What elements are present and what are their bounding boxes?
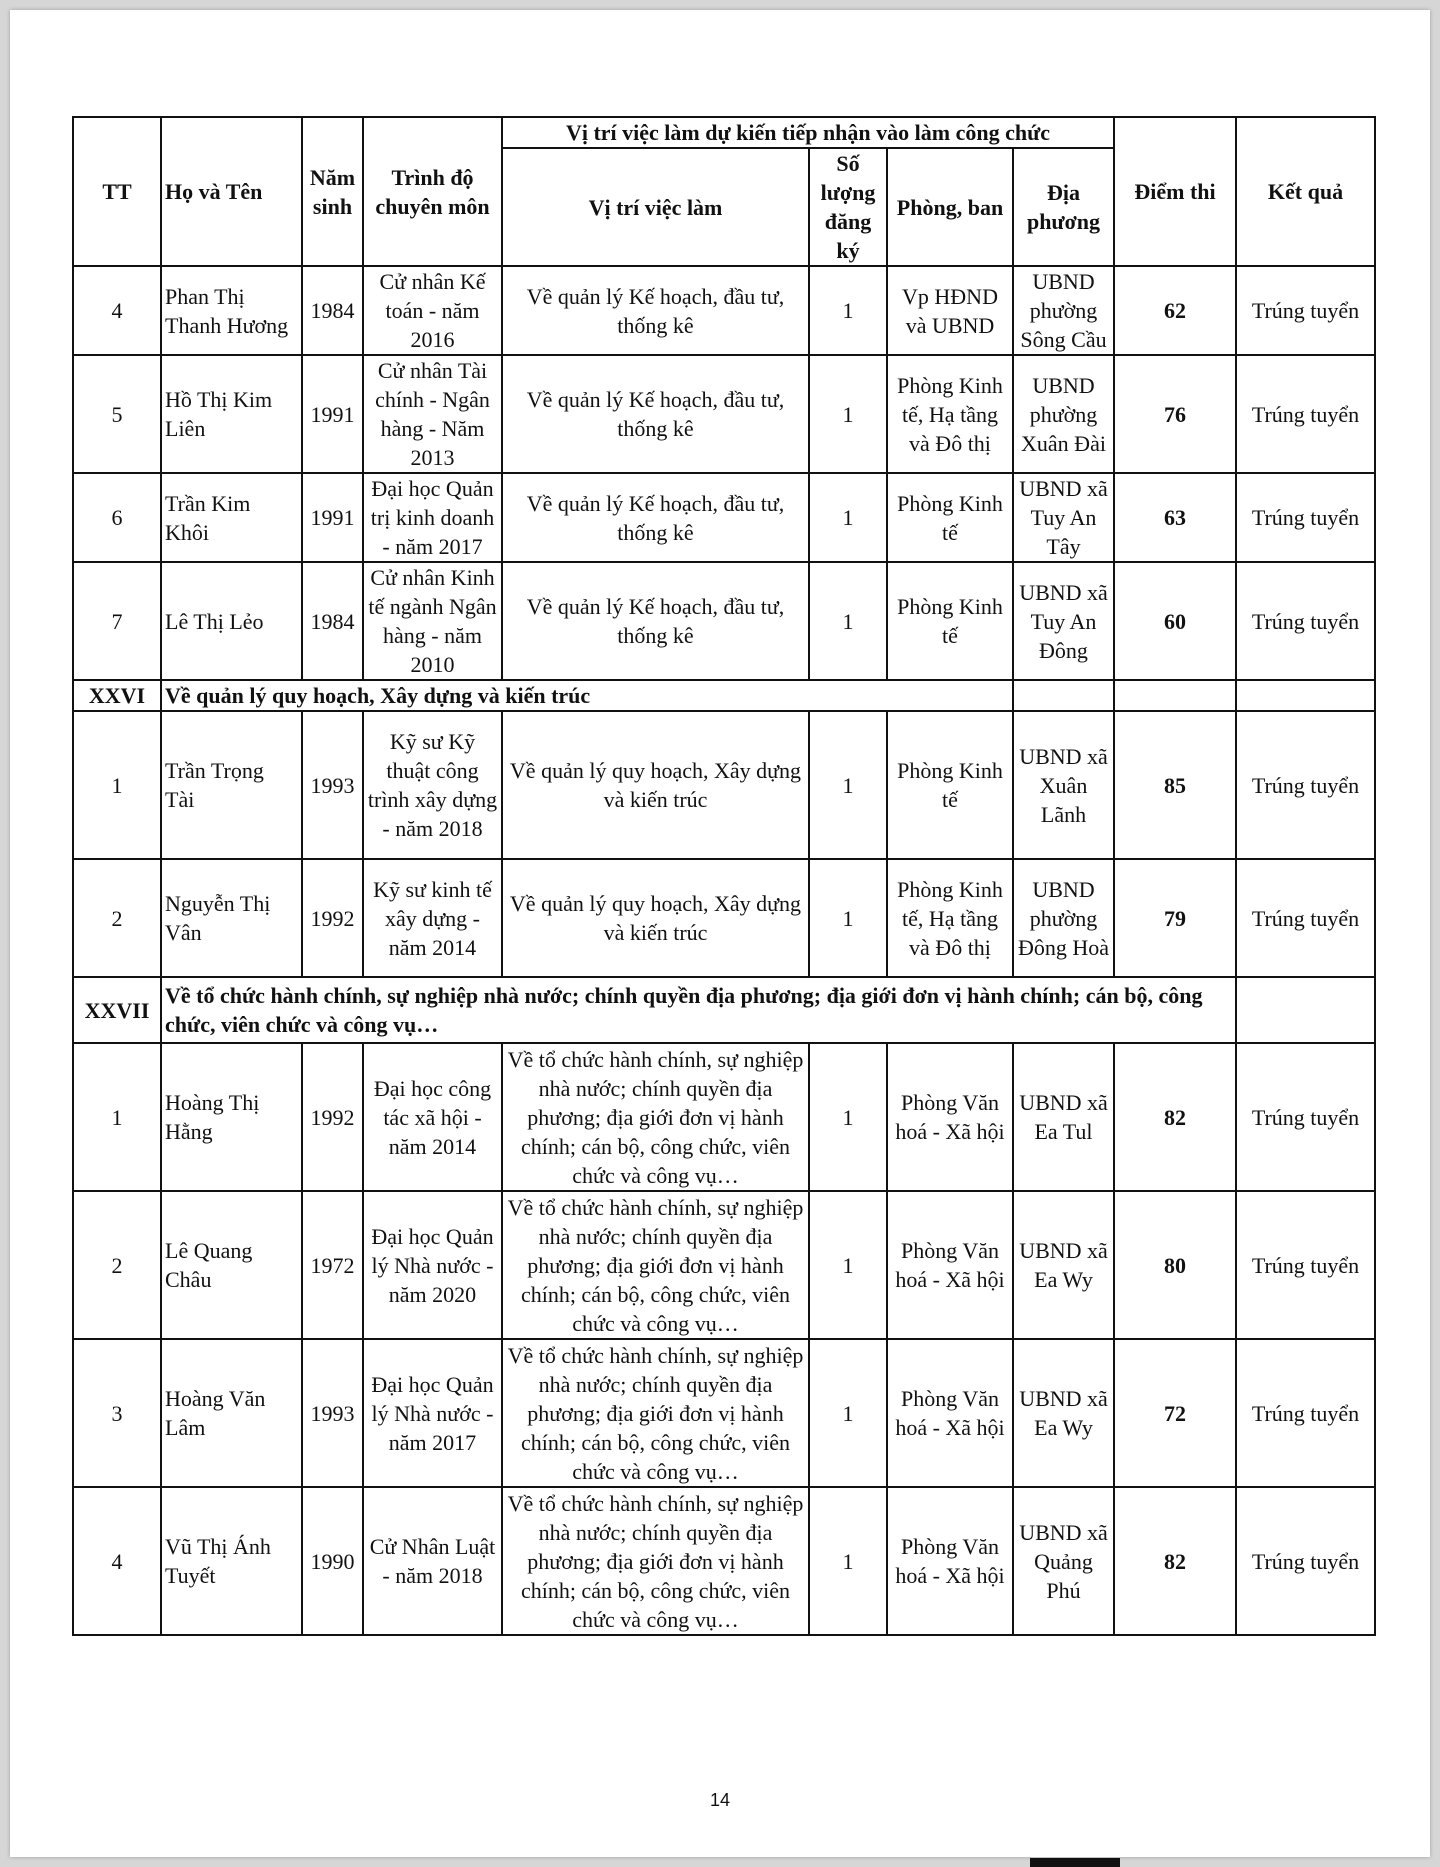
cell-position: Về quản lý Kế hoạch, đầu tư, thống kê (502, 355, 809, 473)
section-row (73, 680, 1375, 711)
cell-locality: UBND xã Xuân Lãnh (1013, 711, 1114, 859)
cell-department: Phòng Kinh tế (887, 473, 1013, 562)
header-name: Họ và Tên (161, 117, 302, 266)
cell-department: Phòng Văn hoá - Xã hội (887, 1043, 1013, 1191)
cell-quantity: 1 (809, 266, 887, 355)
table-row (73, 355, 1375, 473)
cell-qualification: Cử nhân Kinh tế ngành Ngân hàng - năm 2010 (363, 562, 502, 680)
cell-result: Trúng tuyển (1236, 1339, 1375, 1487)
cell-qualification: Kỹ sư Kỹ thuật công trình xây dựng - năm 2018 (363, 711, 502, 859)
cell-department: Phòng Văn hoá - Xã hội (887, 1339, 1013, 1487)
header-department: Phòng, ban (887, 148, 1013, 266)
section-empty-cell (1236, 680, 1375, 711)
cell-year: 1992 (302, 859, 363, 977)
cell-result: Trúng tuyển (1236, 473, 1375, 562)
cell-name: Vũ Thị Ánh Tuyết (161, 1487, 302, 1635)
cell-locality: UBND phường Xuân Đài (1013, 355, 1114, 473)
table-row (73, 1339, 1375, 1487)
cell-quantity: 1 (809, 355, 887, 473)
cell-tt: 4 (73, 1487, 161, 1635)
table-header (73, 117, 1375, 266)
cell-locality: UBND phường Sông Cầu (1013, 266, 1114, 355)
cell-score: 60 (1114, 562, 1236, 680)
page-number: 14 (709, 1790, 731, 1810)
cell-year: 1991 (302, 355, 363, 473)
cell-qualification: Đại học Quản trị kinh doanh - năm 2017 (363, 473, 502, 562)
section-code: XXVII (73, 977, 161, 1043)
cell-quantity: 1 (809, 859, 887, 977)
cell-department: Phòng Văn hoá - Xã hội (887, 1487, 1013, 1635)
cell-position: Về tổ chức hành chính, sự nghiệp nhà nước; chính quyền địa phương; địa giới đơn vị hành chính; cán bộ, công chức, viên chức và công vụ… (502, 1043, 809, 1191)
header-position: Vị trí việc làm (502, 148, 809, 266)
cell-quantity: 1 (809, 473, 887, 562)
cell-year: 1993 (302, 711, 363, 859)
cell-locality: UBND xã Quảng Phú (1013, 1487, 1114, 1635)
cell-department: Vp HĐND và UBND (887, 266, 1013, 355)
cell-position: Về tổ chức hành chính, sự nghiệp nhà nước; chính quyền địa phương; địa giới đơn vị hành chính; cán bộ, công chức, viên chức và công vụ… (502, 1191, 809, 1339)
cell-locality: UBND xã Tuy An Tây (1013, 473, 1114, 562)
cell-locality: UBND xã Ea Wy (1013, 1339, 1114, 1487)
cell-department: Phòng Kinh tế, Hạ tầng và Đô thị (887, 355, 1013, 473)
cell-name: Lê Thị Lẻo (161, 562, 302, 680)
cell-qualification: Cử nhân Tài chính - Ngân hàng - Năm 2013 (363, 355, 502, 473)
cell-locality: UBND xã Ea Wy (1013, 1191, 1114, 1339)
results-table (72, 116, 1376, 1636)
cell-name: Lê Quang Châu (161, 1191, 302, 1339)
cell-locality: UBND phường Đông Hoà (1013, 859, 1114, 977)
cell-name: Trần Trọng Tài (161, 711, 302, 859)
cell-quantity: 1 (809, 1487, 887, 1635)
cell-locality: UBND xã Tuy An Đông (1013, 562, 1114, 680)
table-row (73, 711, 1375, 859)
cell-qualification: Cử nhân Kế toán - năm 2016 (363, 266, 502, 355)
cell-department: Phòng Kinh tế, Hạ tầng và Đô thị (887, 859, 1013, 977)
cell-score: 82 (1114, 1043, 1236, 1191)
cell-result: Trúng tuyển (1236, 1191, 1375, 1339)
cell-quantity: 1 (809, 1191, 887, 1339)
cell-tt: 5 (73, 355, 161, 473)
cell-result: Trúng tuyển (1236, 711, 1375, 859)
table-row (73, 1043, 1375, 1191)
cell-result: Trúng tuyển (1236, 355, 1375, 473)
cell-position: Về tổ chức hành chính, sự nghiệp nhà nước; chính quyền địa phương; địa giới đơn vị hành chính; cán bộ, công chức, viên chức và công vụ… (502, 1487, 809, 1635)
cell-qualification: Đại học công tác xã hội - năm 2014 (363, 1043, 502, 1191)
cell-department: Phòng Kinh tế (887, 711, 1013, 859)
cell-qualification: Cử Nhân Luật - năm 2018 (363, 1487, 502, 1635)
section-title: Về tổ chức hành chính, sự nghiệp nhà nước; chính quyền địa phương; địa giới đơn vị hành chính; cán bộ, công chức, viên chức và công vụ… (161, 977, 1236, 1043)
cell-quantity: 1 (809, 1043, 887, 1191)
section-row (73, 977, 1375, 1043)
table-row (73, 562, 1375, 680)
cell-tt: 6 (73, 473, 161, 562)
cell-score: 79 (1114, 859, 1236, 977)
cell-name: Hoàng Thị Hằng (161, 1043, 302, 1191)
cell-position: Về quản lý Kế hoạch, đầu tư, thống kê (502, 562, 809, 680)
cell-year: 1984 (302, 266, 363, 355)
cell-tt: 7 (73, 562, 161, 680)
cell-quantity: 1 (809, 711, 887, 859)
cell-score: 62 (1114, 266, 1236, 355)
cell-qualification: Đại học Quản lý Nhà nước - năm 2017 (363, 1339, 502, 1487)
cell-tt: 1 (73, 1043, 161, 1191)
cell-name: Hồ Thị Kim Liên (161, 355, 302, 473)
cell-position: Về quản lý quy hoạch, Xây dựng và kiến trúc (502, 859, 809, 977)
cell-score: 85 (1114, 711, 1236, 859)
cell-tt: 2 (73, 1191, 161, 1339)
cell-score: 72 (1114, 1339, 1236, 1487)
cell-score: 63 (1114, 473, 1236, 562)
cell-year: 1992 (302, 1043, 363, 1191)
cell-name: Hoàng Văn Lâm (161, 1339, 302, 1487)
cell-tt: 3 (73, 1339, 161, 1487)
cell-quantity: 1 (809, 562, 887, 680)
section-empty-cell (1013, 680, 1114, 711)
cell-position: Về tổ chức hành chính, sự nghiệp nhà nước; chính quyền địa phương; địa giới đơn vị hành chính; cán bộ, công chức, viên chức và công vụ… (502, 1339, 809, 1487)
cell-year: 1972 (302, 1191, 363, 1339)
header-result: Kết quả (1236, 117, 1375, 266)
header-position-group: Vị trí việc làm dự kiến tiếp nhận vào làm công chức (502, 117, 1114, 148)
cell-year: 1984 (302, 562, 363, 680)
cell-result: Trúng tuyển (1236, 1487, 1375, 1635)
header-tt: TT (73, 117, 161, 266)
section-empty-cell (1114, 680, 1236, 711)
table-row (73, 266, 1375, 355)
table-row (73, 859, 1375, 977)
header-birth-year: Năm sinh (302, 117, 363, 266)
section-empty-cell (1236, 977, 1375, 1043)
table-row (73, 473, 1375, 562)
table-row (73, 1191, 1375, 1339)
section-code: XXVI (73, 680, 161, 711)
cell-name: Nguyễn Thị Vân (161, 859, 302, 977)
cell-qualification: Đại học Quản lý Nhà nước - năm 2020 (363, 1191, 502, 1339)
header-score: Điểm thi (1114, 117, 1236, 266)
cell-department: Phòng Văn hoá - Xã hội (887, 1191, 1013, 1339)
cell-year: 1991 (302, 473, 363, 562)
cell-tt: 2 (73, 859, 161, 977)
cell-tt: 1 (73, 711, 161, 859)
cell-department: Phòng Kinh tế (887, 562, 1013, 680)
cell-year: 1990 (302, 1487, 363, 1635)
cell-locality: UBND xã Ea Tul (1013, 1043, 1114, 1191)
header-qualification: Trình độ chuyên môn (363, 117, 502, 266)
bottom-edge-tab (1030, 1858, 1120, 1867)
cell-score: 82 (1114, 1487, 1236, 1635)
cell-name: Trần Kim Khôi (161, 473, 302, 562)
cell-tt: 4 (73, 266, 161, 355)
cell-result: Trúng tuyển (1236, 859, 1375, 977)
cell-score: 76 (1114, 355, 1236, 473)
cell-position: Về quản lý Kế hoạch, đầu tư, thống kê (502, 266, 809, 355)
header-locality: Địa phương (1013, 148, 1114, 266)
cell-result: Trúng tuyển (1236, 562, 1375, 680)
cell-result: Trúng tuyển (1236, 266, 1375, 355)
table-row (73, 1487, 1375, 1635)
cell-position: Về quản lý Kế hoạch, đầu tư, thống kê (502, 473, 809, 562)
cell-qualification: Kỹ sư kinh tế xây dựng - năm 2014 (363, 859, 502, 977)
cell-result: Trúng tuyển (1236, 1043, 1375, 1191)
cell-year: 1993 (302, 1339, 363, 1487)
cell-quantity: 1 (809, 1339, 887, 1487)
section-title: Về quản lý quy hoạch, Xây dựng và kiến trúc (161, 680, 1013, 711)
document-page (10, 10, 1430, 1857)
cell-score: 80 (1114, 1191, 1236, 1339)
cell-position: Về quản lý quy hoạch, Xây dựng và kiến trúc (502, 711, 809, 859)
cell-name: Phan Thị Thanh Hương (161, 266, 302, 355)
header-quantity: Số lượng đăng ký (809, 148, 887, 266)
